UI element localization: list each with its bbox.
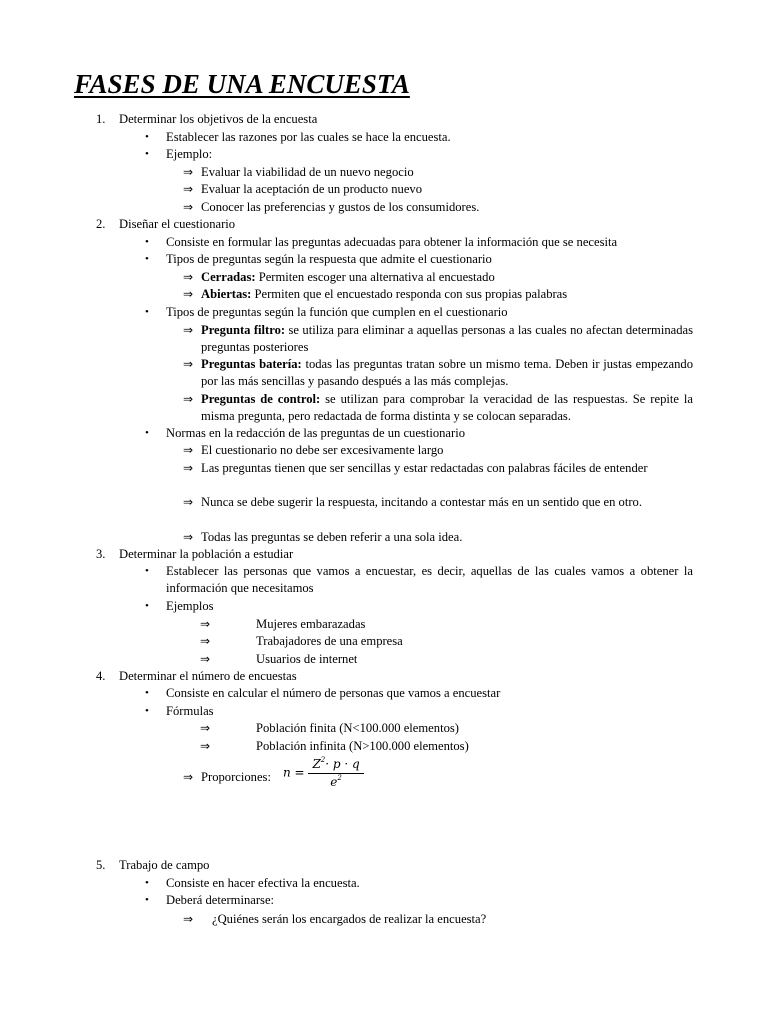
section-5-bullet-1: Consiste en hacer efectiva la encuesta. [166, 876, 360, 890]
arrow-icon: ⇒ [183, 770, 194, 784]
bullet-icon: • [145, 236, 149, 248]
formula-denominator [308, 774, 363, 790]
item-cerradas [201, 269, 495, 286]
formula-numerator [308, 756, 363, 774]
norma-1: El cuestionario no debe ser excesivamente largo [201, 443, 444, 457]
bullet-icon: • [145, 705, 149, 717]
ejemplo-1: Mujeres embarazadas [256, 617, 366, 631]
item-bateria-term: Preguntas batería: [201, 357, 302, 371]
section-2-bullet-1: Consiste en formular las preguntas adecuadas para obtener la información que se necesita [166, 235, 618, 249]
section-2-number: 2. [96, 217, 106, 231]
proporciones-label: Proporciones: [201, 770, 271, 784]
section-3-bullet-1: Establecer las personas que vamos a encuestar, es decir, aquellas de las cuales vamos a obtener la información que necesitamos [166, 564, 693, 596]
item-bateria-text: todas las preguntas tratan sobre un mismo tema. Deben ir justas empezando por las más sencillas y pasando después a las más complejas. [201, 357, 693, 389]
item-abiertas-text: Permiten que el encuestado responda con sus propias palabras [251, 287, 568, 301]
formula-e: e [330, 775, 338, 789]
arrow-icon: ⇒ [183, 461, 194, 475]
bullet-icon: • [145, 253, 149, 265]
section-2-bullet-2: Tipos de preguntas según la respuesta que admite el cuestionario [166, 252, 492, 266]
arrow-icon: ⇒ [200, 617, 211, 631]
bullet-icon: • [145, 600, 149, 612]
item-control-text: se utilizan para comprobar la veracidad de las respuestas. Se repite la misma pregunta, pero redactada de forma distinta y se colocan separadas. [201, 392, 693, 424]
section-5-bullet-2: Deberá determinarse: [166, 893, 275, 907]
arrow-icon: ⇒ [183, 912, 194, 926]
arrow-icon: ⇒ [183, 443, 194, 457]
item-abiertas-term: Abiertas: [201, 287, 252, 301]
section-1-example-1: Evaluar la viabilidad de un nuevo negocio [201, 165, 414, 179]
bullet-icon: • [145, 877, 149, 889]
section-1-number: 1. [96, 112, 106, 126]
item-filtro-text: se utiliza para eliminar a aquellas personas a las cuales no afectan determinadas preguntas posteriores [201, 323, 693, 355]
bullet-icon: • [145, 894, 149, 906]
section-2-heading: Diseñar el cuestionario [119, 217, 236, 231]
section-1-bullet-1: Establecer las razones por las cuales se hace la encuesta. [166, 130, 451, 144]
arrow-icon: ⇒ [200, 721, 211, 735]
item-cerradas-term: Cerradas: [201, 270, 256, 284]
item-filtro-term: Pregunta filtro: [201, 323, 286, 337]
bullet-icon: • [145, 687, 149, 699]
section-2-bullet-3: Tipos de preguntas según la función que cumplen en el cuestionario [166, 305, 508, 319]
bullet-icon: • [145, 148, 149, 160]
section-1-bullet-2: Ejemplo: [166, 147, 213, 161]
bullet-icon: • [145, 565, 149, 577]
arrow-icon: ⇒ [183, 200, 194, 214]
bullet-icon: • [145, 427, 149, 439]
arrow-icon: ⇒ [183, 392, 194, 406]
section-4-heading: Determinar el número de encuestas [119, 669, 297, 683]
formula-z-exp: 2 [320, 756, 326, 764]
bullet-icon: • [145, 131, 149, 143]
norma-4: Todas las preguntas se deben referir a una sola idea. [201, 530, 463, 544]
arrow-icon: ⇒ [200, 652, 211, 666]
formula-e-exp: 2 [337, 774, 342, 782]
formula-finita: Población finita (N<100.000 elementos) [256, 721, 459, 735]
section-5-number: 5. [96, 858, 106, 872]
formula-z: Z [312, 757, 321, 771]
ejemplo-3: Usuarios de internet [256, 652, 358, 666]
arrow-icon: ⇒ [183, 323, 194, 337]
section-3-bullet-2: Ejemplos [166, 599, 214, 613]
norma-2: Las preguntas tienen que ser sencillas y estar redactadas con palabras fáciles de entender [201, 461, 648, 475]
section-4-bullet-2: Fórmulas [166, 704, 214, 718]
sample-size-formula [283, 756, 364, 790]
section-2-bullet-4: Normas en la redacción de las preguntas de un cuestionario [166, 426, 465, 440]
section-3-number: 3. [96, 547, 106, 561]
section-4-number: 4. [96, 669, 106, 683]
section-3-heading: Determinar la población a estudiar [119, 547, 294, 561]
arrow-icon: ⇒ [183, 357, 194, 371]
ejemplo-2: Trabajadores de una empresa [256, 634, 403, 648]
section-4-bullet-1: Consiste en calcular el número de personas que vamos a encuestar [166, 686, 501, 700]
item-cerradas-text: Permiten escoger una alternativa al encuestado [255, 270, 495, 284]
item-preguntas-bateria [201, 356, 693, 390]
arrow-icon: ⇒ [183, 182, 194, 196]
section-1-heading: Determinar los objetivos de la encuesta [119, 112, 318, 126]
formula-infinita: Población infinita (N>100.000 elementos) [256, 739, 469, 753]
arrow-icon: ⇒ [183, 495, 194, 509]
formula-pq: · p · q [325, 757, 360, 771]
section-1-example-3: Conocer las preferencias y gustos de los consumidores. [201, 200, 480, 214]
arrow-icon: ⇒ [183, 165, 194, 179]
bullet-icon: • [145, 306, 149, 318]
arrow-icon: ⇒ [200, 634, 211, 648]
arrow-icon: ⇒ [183, 270, 194, 284]
formula-fraction [308, 756, 363, 790]
section-5-question-1: ¿Quiénes serán los encargados de realizar la encuesta? [212, 912, 487, 926]
item-preguntas-control [201, 391, 693, 425]
arrow-icon: ⇒ [200, 739, 211, 753]
section-1-example-2: Evaluar la aceptación de un producto nuevo [201, 182, 422, 196]
section-5-heading: Trabajo de campo [119, 858, 210, 872]
item-control-term: Preguntas de control: [201, 392, 321, 406]
norma-3: Nunca se debe sugerir la respuesta, incitando a contestar más en un sentido que en otro. [201, 495, 642, 509]
arrow-icon: ⇒ [183, 287, 194, 301]
arrow-icon: ⇒ [183, 530, 194, 544]
item-abiertas [201, 286, 567, 303]
page-title: FASES DE UNA ENCUESTA [74, 69, 410, 99]
formula-lhs: n = [283, 765, 305, 780]
item-pregunta-filtro [201, 322, 693, 356]
